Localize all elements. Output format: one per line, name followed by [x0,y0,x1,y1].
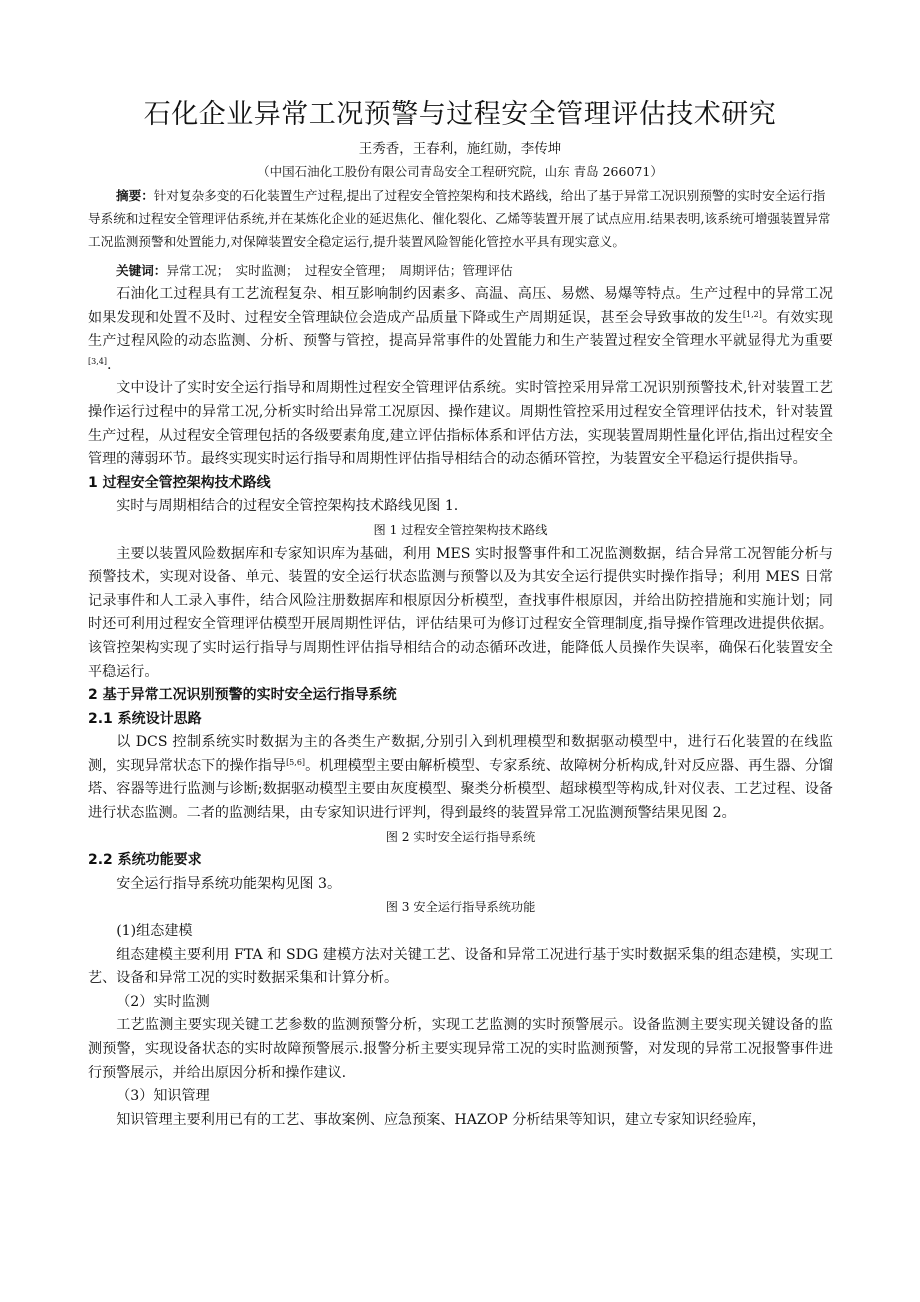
abstract-text: 针对复杂多变的石化装置生产过程,提出了过程安全管控架构和技术路线，给出了基于异常工况识别预警的实时安全运行指导系统和过程安全管理评估系统,并在某炼化企业的延迟焦化、催化裂化、乙烯等装置开展了试点应用.结果表明,该系统可增强装置异常工况监测预警和处置能力,对保障装置安全稳定运行,提升装置风险智能化管控水平具有现实意义。 [88,188,831,249]
keywords-label: 关键词： [116,263,167,278]
paragraph [88,731,833,825]
paper-title: 石化企业异常工况预警与过程安全管理评估技术研究 [143,99,777,130]
body-text [88,283,833,1132]
paragraph: 安全运行指导系统功能架构见图 3。 [116,875,342,892]
citation: [1,2] [742,309,762,319]
item-heading: （2）实时监测 [116,993,210,1010]
item-heading: (1)组态建模 [116,923,193,940]
section-heading: 1 过程安全管控架构技术路线 [88,474,271,491]
text-run: 。机理模型主要由解析模型、专家系统、故障树分析构成,针对反应器、再生器、分馏塔、容器等进行监测与诊断;数据驱动模型主要由灰度模型、聚类分析模型、超球模型等构成,针对仪表、工艺过程、设备进行状态监测。二者的监测结果，由专家知识进行评判，得到最终的装置异常工况监测预警结果见图 2。 [88,757,833,822]
paragraph: 实时与周期相结合的过程安全管控架构技术路线见图 1. [116,498,459,515]
paragraph: 工艺监测主要实现关键工艺参数的监测预警分析，实现工艺监测的实时预警展示。设备监测主要实现关键设备的监测预警，实现设备状态的实时故障预警展示.报警分析主要实现异常工况的实时监测预警，对发现的异常工况报警事件进行预警展示，并给出原因分析和操作建议. [88,1017,833,1081]
affiliation: （中国石油化工股份有限公司青岛安全工程研究院，山东 青岛 266071） [257,164,663,179]
figure-caption: 图 1 过程安全管控架构技术路线 [373,522,548,537]
paragraph: 主要以装置风险数据库和专家知识库为基础，利用 MES 实时报警事件和工况监测数据，结合异常工况智能分析与预警技术，实现对设备、单元、装置的安全运行状态监测与预警以及为其安全运行提供实时操作指导；利用 MES 日常记录事件和人工录入事件，结合风险注册数据库和根原因分析模型，查找事件根原因，并给出防控措施和实施计划；同时还可利用过程安全管理评估模型开展周期性评估，评估结果可为修订过程安全管理制度,指导操作管理改进提供依据。该管控架构实现了实时运行指导与周期性评估指导相结合的动态循环改进，能降低人员操作失误率，确保石化装置安全平稳运行。 [88,545,833,680]
abstract-label: 摘要： [116,188,154,203]
citation: [3,4] [88,356,107,366]
text-run: 。有效实现生产过程风险的动态监测、分析、预警与管控，提高异常事件的处置能力和生产装置过程安全管理水平就显得尤为重要 [88,309,834,350]
paragraph: 知识管理主要利用已有的工艺、事故案例、应急预案、HAZOP 分析结果等知识，建立专家知识经验库， [116,1111,766,1128]
subsection-heading: 2.2 系统功能要求 [88,852,202,869]
item-heading: （3）知识管理 [116,1088,210,1105]
text-run: . [106,356,112,373]
section-heading: 2 基于异常工况识别预警的实时安全运行指导系统 [88,687,397,704]
text-run: 以 DCS 控制系统实时数据为主的各类生产数据,分别引入到机理模型和数据驱动模型中，进行石化装置的在线监测，实现异常状态下的操作指导 [88,734,833,774]
text-run: 石油化工过程具有工艺流程复杂、相互影响制约因素多、高温、高压、易燃、易爆等特点。生产过程中的异常工况如果发现和处置不及时、过程安全管理缺位会造成产品质量下降或生产周期延误，甚至会导致事故的发生 [88,286,833,326]
figure-caption: 图 3 安全运行指导系统功能 [385,900,536,915]
authors: 王秀香，王春利，施红勋，李传坤 [358,141,562,157]
keywords-text: 异常工况； 实时监测； 过程安全管理； 周期评估；管理评估 [166,263,513,278]
paragraph [88,283,833,377]
paragraph: 组态建模主要利用 FTA 和 SDG 建模方法对关键工艺、设备和异常工况进行基于实时数据采集的组态建模，实现工艺、设备和异常工况的实时数据采集和计算分析。 [88,946,833,987]
figure-caption: 图 2 实时安全运行指导系统 [385,829,536,844]
subsection-heading: 2.1 系统设计思路 [88,710,202,727]
citation: [5,6] [286,757,306,767]
keywords [116,260,513,279]
paragraph: 文中设计了实时安全运行指导和周期性过程安全管理评估系统。实时管控采用异常工况识别预警技术,针对装置工艺操作运行过程中的异常工况,分析实时给出异常工况原因、操作建议。周期性管控采用过程安全管理评估技术，针对装置生产过程，从过程安全管理包括的各级要素角度,建立评估指标体系和评估方法，实现装置周期性量化评估,指出过程安全管理的薄弱环节。最终实现实时运行指导和周期性评估指导相结合的动态循环管控，为装置安全平稳运行提供指导。 [88,380,833,468]
abstract [88,184,833,253]
